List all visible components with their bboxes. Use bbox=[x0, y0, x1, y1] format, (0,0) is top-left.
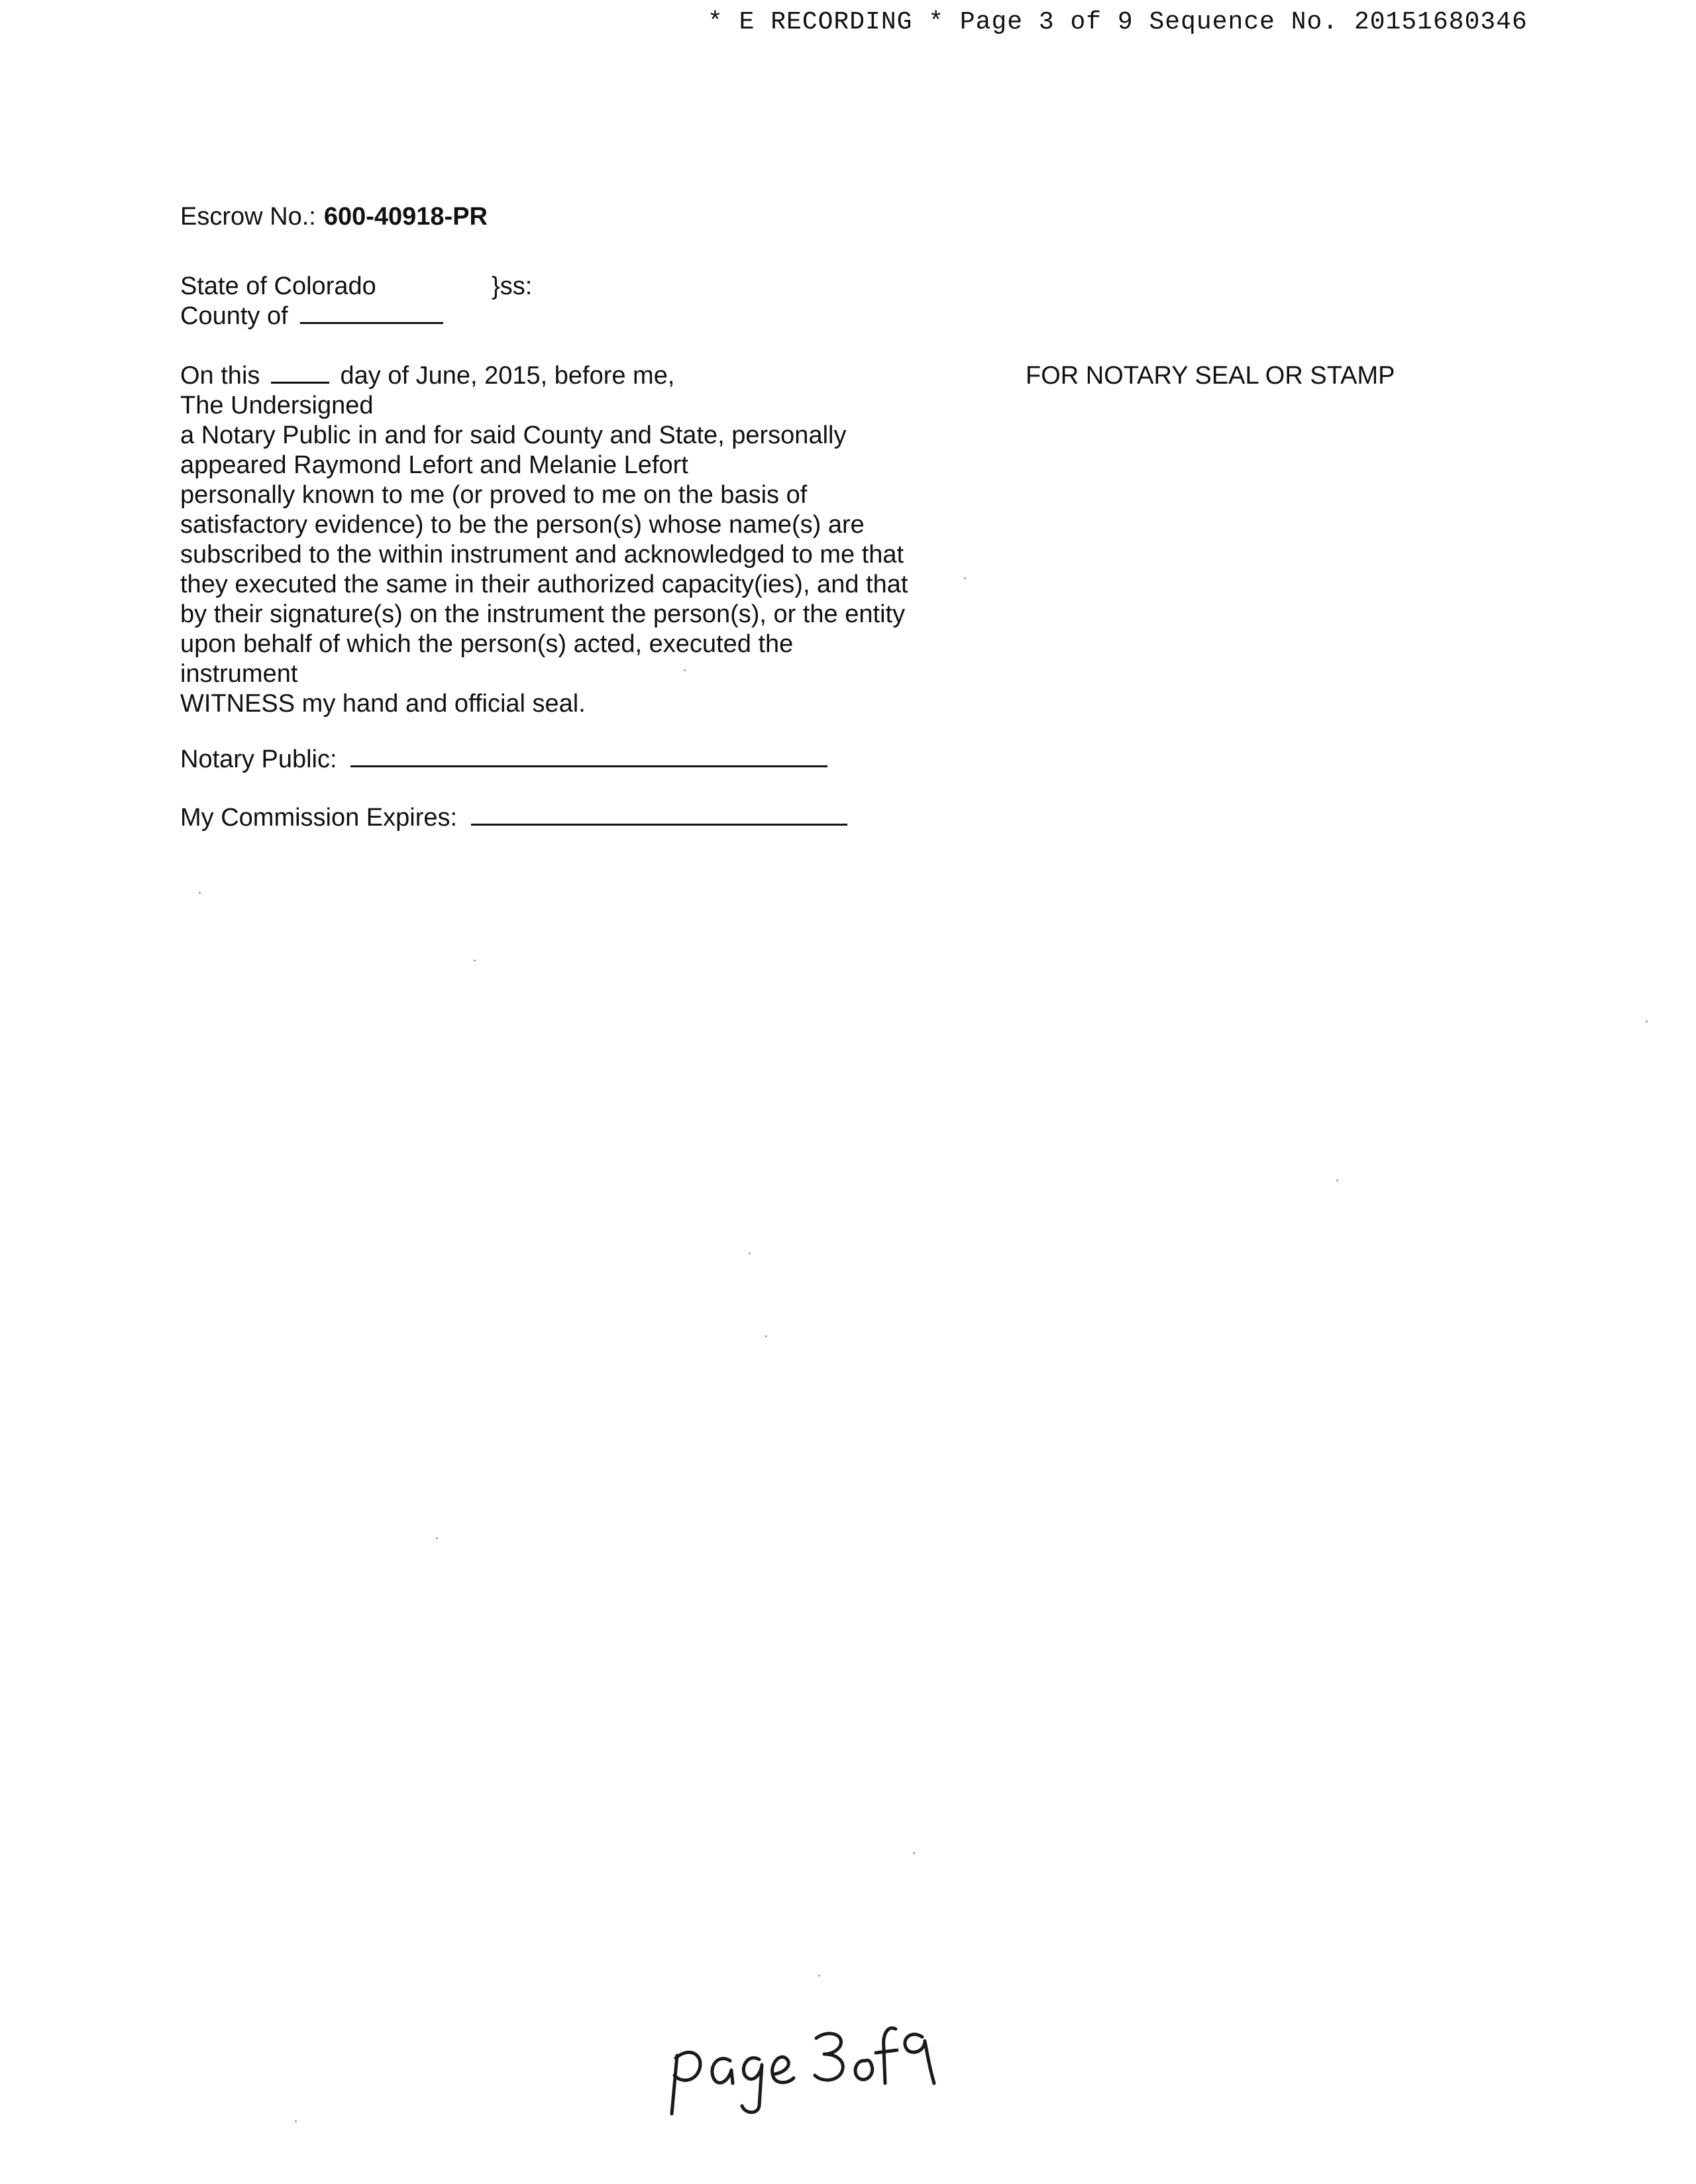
escrow-number: 600-40918-PR bbox=[323, 203, 488, 231]
notary-signature-field bbox=[180, 745, 827, 775]
recording-header: * E RECORDING * Page 3 of 9 Sequence No. 20151680346 bbox=[708, 8, 1528, 36]
acknowledgment-line: satisfactory evidence) to be the person(s) whose name(s) are bbox=[180, 511, 865, 539]
acknowledgment-line: upon behalf of which the person(s) acted, executed the bbox=[180, 630, 794, 658]
acknowledgment-line: by their signature(s) on the instrument the person(s), or the entity bbox=[180, 600, 906, 628]
acknowledgment-first-line bbox=[180, 361, 908, 391]
day-blank bbox=[271, 362, 329, 384]
commission-label: My Commission Expires: bbox=[180, 804, 458, 832]
scan-speck bbox=[749, 1252, 751, 1254]
scan-speck bbox=[964, 577, 966, 579]
commission-expiry-field bbox=[180, 803, 847, 833]
acknowledgment-line: they executed the same in their authorized capacity(ies), and that bbox=[180, 571, 908, 598]
venue-block bbox=[180, 272, 533, 331]
scan-speck bbox=[474, 959, 476, 961]
on-this-label: On this bbox=[180, 362, 260, 390]
escrow-label: Escrow No.: bbox=[180, 203, 316, 231]
county-label: County of bbox=[180, 302, 288, 330]
scan-speck bbox=[1646, 1020, 1648, 1022]
notary-signature-blank bbox=[350, 745, 827, 767]
witness-line: WITNESS my hand and official seal. bbox=[180, 690, 586, 718]
acknowledgment-line: instrument bbox=[180, 660, 298, 688]
notary-label: Notary Public: bbox=[180, 745, 337, 773]
county-blank bbox=[300, 302, 443, 324]
acknowledgment-line: personally known to me (or proved to me on the basis of bbox=[180, 481, 808, 509]
acknowledgment-line: The Undersigned bbox=[180, 392, 374, 419]
commission-expiry-blank bbox=[471, 804, 847, 826]
scan-speck bbox=[765, 1335, 767, 1337]
notary-seal-label: FOR NOTARY SEAL OR STAMP bbox=[1026, 362, 1395, 390]
acknowledgment-line: subscribed to the within instrument and acknowledged to me that bbox=[180, 541, 904, 569]
ss-marker: }ss: bbox=[492, 272, 533, 300]
state-line: State of Colorado bbox=[180, 272, 376, 300]
scan-speck bbox=[295, 2120, 297, 2122]
scan-speck bbox=[436, 1537, 438, 1539]
scan-speck bbox=[913, 1852, 915, 1854]
scan-speck bbox=[199, 892, 201, 894]
date-text: day of June, 2015, before me, bbox=[340, 362, 675, 390]
acknowledgment-line: appeared Raymond Lefort and Melanie Lefort bbox=[180, 451, 688, 479]
scan-speck bbox=[684, 669, 686, 671]
handwritten-page-note bbox=[662, 2014, 941, 2120]
escrow-line bbox=[180, 202, 488, 232]
scan-speck bbox=[818, 1975, 820, 1977]
county-line bbox=[180, 301, 443, 331]
acknowledgment-block bbox=[180, 361, 908, 719]
acknowledgment-line: a Notary Public in and for said County and State, personally bbox=[180, 421, 847, 449]
scan-speck bbox=[1336, 1179, 1338, 1181]
